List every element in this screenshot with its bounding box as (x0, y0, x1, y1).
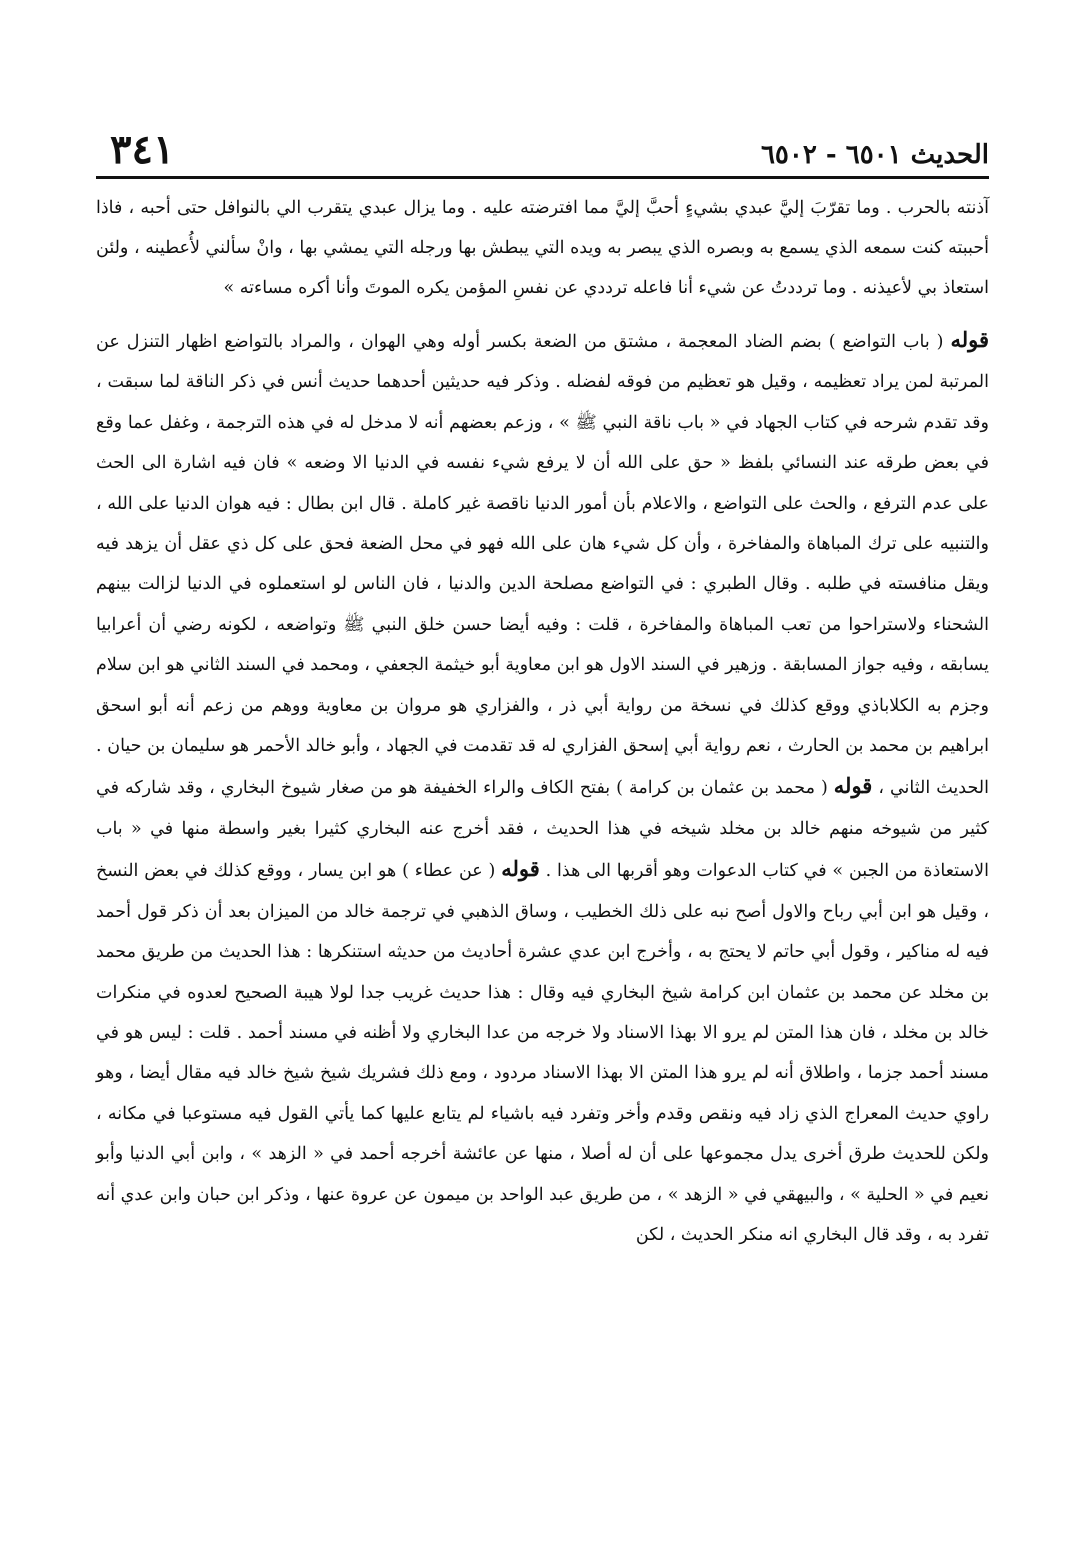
qawluhu-marker-2: قوله (833, 773, 873, 799)
commentary-part-3: ( عن عطاء ) هو ابن يسار ، ووقع كذلك في بعض النسخ ، وقيل هو ابن أبي رباح والاول أصح نبه على ذلك الخطيب ، وساق الذهبي في ترجمة خالد من الميزان بعد أن ذكر قول أحمد فيه له مناكير ، وقول أبي حاتم لا يحتج به ، وأخرج ابن عدي عشرة أحاديث من حديثه استنكرها : هذا الحديث من طريق محمد بن مخلد عن محمد بن عثمان ابن كرامة شيخ البخاري فيه وقال : هذا حديث غريب جدا لولا هيبة الصحيح لعدوه في منكرات خالد بن مخلد ، فان هذا المتن لم يرو الا بهذا الاسناد ولا خرجه من عدا البخاري ولا أظنه في مسند أحمد . قلت : ليس هو في مسند أحمد جزما ، واطلاق أنه لم يرو هذا المتن الا بهذا الاسناد مردود ، ومع ذلك فشريك شيخ شيخ خالد فيه مقال أيضا ، وهو راوي حديث المعراج الذي زاد فيه ونقص وقدم وأخر وتفرد فيه باشياء لم يتابع عليها كما يأتي القول فيه مستوعبا في مكانه ، ولكن للحديث طرق أخرى يدل مجموعها على أن له أصلا ، منها عن عائشة أخرجه أحمد في « الزهد » ، وابن أبي الدنيا وأبو نعيم في « الحلية » ، والبيهقي في « الزهد » ، من طريق عبد الواحد بن ميمون عن عروة عنها ، وذكر ابن حبان وابن عدي أنه تفرد به ، وقد قال البخاري انه منكر الحديث ، لكن (96, 861, 989, 1245)
qawluhu-marker-3: قوله (501, 856, 540, 882)
hadith-text: آذنته بالحرب . وما تقرّبَ إليَّ عبدي بشيءٍ أحبَّ إليَّ مما افترضته عليه . وما يزال عبدي يتقرب الي بالنوافل حتى أحبه ، فاذا أحببته كنت سمعه الذي يسمع به وبصره الذي يبصر به ويده التي يبطش بها ورجله التي يمشي بها ، وانْ سألني لأُعطينه ، ولئن استعاذ بي لأعيذنه . وما ترددتُ عن شيء أنا فاعله ترددي عن نفسِ المؤمن يكره الموتَ وأنا أكره مساءته » (96, 198, 989, 298)
commentary (96, 320, 989, 1255)
page-number: ٣٤١ (110, 126, 175, 173)
page-header (110, 122, 989, 173)
header-rule (96, 176, 989, 179)
commentary-intro: ( باب التواضع ) بضم الضاد المعجمة ، مشتق من الضعة بكسر أوله وهي الهوان ، والمراد بالتواضع اظهار التنزل عن المرتبة لمن يراد تعظيمه ، وقيل هو تعظيم من فوقه لفضله . وذكر فيه حديثين أحدهما حديث أنس في ذكر الناقة لما سبقت ، وقد تقدم شرحه في كتاب الجهاد في « باب ناقة النبي ﷺ » ، وزعم بعضهم أنه لا مدخل له في هذه الترجمة ، وغفل عما وقع في بعض طرقه عند النسائي بلفظ « حق على الله أن لا يرفع شيء نفسه في الدنيا الا وضعه » فان فيه اشارة الى الحث على عدم الترفع ، والحث على التواضع ، والاعلام بأن أمور الدنيا ناقصة غير كاملة . قال ابن بطال : فيه هوان الدنيا على الله ، والتنبيه على ترك المباهاة والمفاخرة ، وأن كل شيء هان على الله فهو في محل الضعة فحق على كل ذي عقل أن يزهد فيه ويقل منافسته في طلبه . وقال الطبري : في التواضع مصلحة الدين والدنيا ، فان الناس لو استعملوه في الدنيا لزالت بينهم الشحناء ولاستراحوا من تعب المباهاة والمفاخرة ، قلت : وفيه أيضا حسن خلق النبي ﷺ وتواضعه ، لكونه رضي أن أعرابيا يسابقه ، وفيه جواز المسابقة . وزهير في السند الاول هو ابن معاوية أبو خيثمة الجعفي ، ومحمد في السند الثاني هو ابن سلام وجزم به الكلاباذي ووقع كذلك في نسخة من رواية أبي ذر ، والفزاري هو مروان بن معاوية ووهم من زعم أنه أبو اسحق ابراهيم بن محمد بن الحارث ، نعم رواية أبي إسحق الفزاري له قد تقدمت في الجهاد ، وأبو خالد الأحمر هو سليمان بن حيان . الحديث الثاني ، (96, 332, 989, 799)
qawluhu-marker: قوله (950, 327, 989, 352)
body-text (96, 188, 989, 1255)
commentary-part-2: ( محمد بن عثمان بن كرامة ) بفتح الكاف والراء الخفيفة هو من صغار شيوخ البخاري ، وقد شاركه في كثير من شيوخه منهم خالد بن مخلد شيخه في هذا الحديث ، فقد أخرج عنه البخاري كثيرا بغير واسطة منها في « باب الاستعاذة من الجبن » في كتاب الدعوات وهو أقربها الى هذا . (96, 778, 989, 882)
running-title: الحديث ٦٥٠١ - ٦٥٠٢ (760, 140, 989, 170)
